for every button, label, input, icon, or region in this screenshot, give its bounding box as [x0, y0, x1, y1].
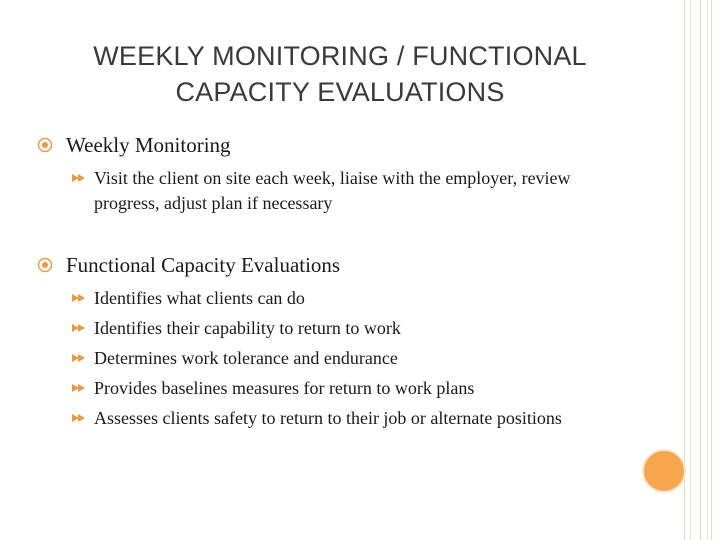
arrow-bullet-icon [71, 292, 87, 304]
title-line-1: WEEKLY MONITORING / FUNCTIONAL [93, 41, 587, 71]
sub-bullet-text: Assesses clients safety to return to their job or alternate positions [94, 408, 562, 428]
sub-bullet-text: Provides baselines measures for return to work plans [94, 378, 475, 398]
decorative-border-line [707, 0, 708, 540]
star-bullet-icon [37, 257, 53, 273]
decorative-border-line [690, 0, 691, 540]
sub-bullet-text: Identifies what clients can do [94, 288, 305, 308]
arrow-bullet-icon [71, 322, 87, 334]
arrow-bullet-icon [71, 172, 87, 184]
section-heading: Weekly Monitoring [66, 133, 231, 157]
arrow-bullet-icon [71, 382, 87, 394]
arrow-bullet-icon [71, 412, 87, 424]
sub-bullet-text: Determines work tolerance and endurance [94, 348, 398, 368]
decorative-circle [642, 449, 686, 493]
star-bullet-icon [37, 137, 53, 153]
section-heading: Functional Capacity Evaluations [66, 253, 341, 277]
decorative-border-line [684, 0, 685, 540]
decorative-border-line [711, 0, 712, 540]
slide-title [40, 38, 640, 110]
sub-bullet-text: Visit the client on site each week, liaise with the employer, review progress, adjust plan if necessary [94, 168, 571, 213]
title-line-2: CAPACITY EVALUATIONS [175, 77, 505, 107]
decorative-border-line [700, 0, 701, 540]
sub-bullet-text: Identifies their capability to return to work [94, 318, 401, 338]
arrow-bullet-icon [71, 352, 87, 364]
